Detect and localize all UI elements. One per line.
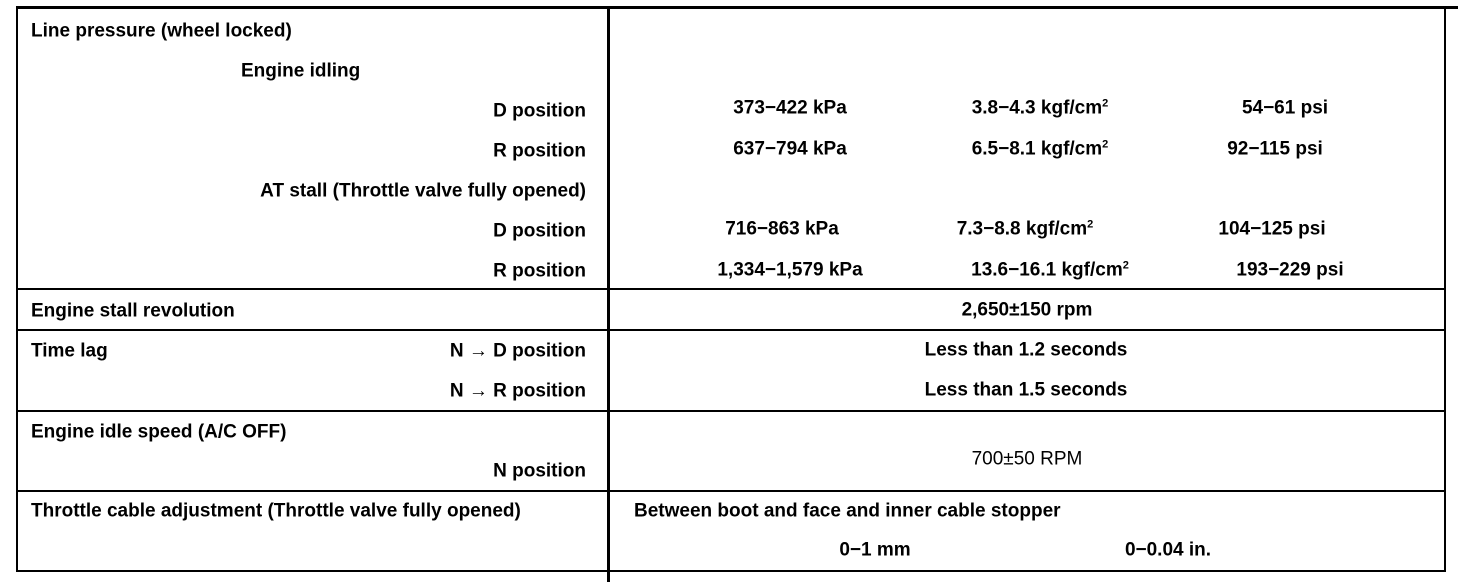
stall-r-kgf	[925, 261, 1175, 280]
table-left-border	[16, 6, 18, 572]
time-lag-label: Time lag	[31, 340, 108, 362]
idle-speed-n-position-label: N position	[493, 460, 586, 482]
time-lag-nr-value: Less than 1.5 seconds	[924, 379, 1128, 401]
idling-r-kgf	[920, 140, 1160, 159]
table-bottom-border	[16, 570, 1446, 572]
throttle-cable-in: 0−0.04 in.	[1124, 539, 1212, 561]
idling-d-kgf-value: 3.8−4.3 kgf/cm	[971, 97, 1103, 119]
stall-r-position-label: R position	[493, 260, 586, 282]
engine-idling-label: Engine idling	[241, 60, 361, 82]
row-divider-timelag	[16, 329, 1446, 331]
time-lag-nr-label: N → R position	[449, 380, 586, 402]
idle-speed-label: Engine idle speed (A/C OFF)	[31, 421, 287, 443]
throttle-cable-label: Throttle cable adjustment (Throttle valve fully opened)	[31, 500, 521, 522]
idling-r-psi: 92−115 psi	[1227, 138, 1323, 160]
idling-r-position-label: R position	[493, 140, 586, 162]
stall-r-kgf-sup: 2	[1122, 259, 1129, 272]
stall-r-psi: 193−229 psi	[1236, 259, 1344, 281]
row-divider-stall	[16, 288, 1446, 290]
stall-r-kpa: 1,334−1,579 kPa	[717, 259, 863, 281]
idling-r-kgf-value: 6.5−8.1 kgf/cm	[971, 138, 1103, 160]
throttle-cable-description: Between boot and face and inner cable stopper	[634, 500, 1061, 522]
idling-d-psi: 54−61 psi	[1241, 97, 1329, 119]
row-divider-idle	[16, 410, 1446, 412]
table-top-border	[16, 6, 1458, 9]
engine-stall-label: Engine stall revolution	[31, 300, 235, 322]
engine-stall-value: 2,650±150 rpm	[961, 299, 1093, 321]
stall-d-kgf-value: 7.3−8.8 kgf/cm	[956, 218, 1088, 240]
idling-d-position-label: D position	[493, 100, 586, 122]
throttle-cable-mm: 0−1 mm	[839, 539, 911, 561]
table-middle-divider	[607, 6, 610, 582]
stall-d-kgf	[905, 220, 1145, 239]
idling-r-kpa: 637−794 kPa	[733, 138, 847, 160]
at-stall-label: AT stall (Throttle valve fully opened)	[260, 180, 586, 202]
line-pressure-heading: Line pressure (wheel locked)	[31, 20, 292, 42]
idling-r-kgf-sup: 2	[1102, 138, 1109, 151]
time-lag-nd-value: Less than 1.2 seconds	[924, 339, 1128, 361]
stall-r-kgf-value: 13.6−16.1 kgf/cm	[971, 259, 1123, 281]
idle-speed-value: 700±50 RPM	[971, 448, 1083, 470]
idling-d-kgf	[920, 99, 1160, 118]
idling-d-kgf-sup: 2	[1102, 97, 1109, 110]
table-right-border	[1444, 6, 1446, 572]
time-lag-nd-label: N → D position	[449, 340, 586, 362]
stall-d-psi: 104−125 psi	[1218, 218, 1326, 240]
stall-d-kpa: 716−863 kPa	[725, 218, 839, 240]
row-divider-throttle	[16, 490, 1446, 492]
idling-d-kpa: 373−422 kPa	[733, 97, 847, 119]
stall-d-kgf-sup: 2	[1087, 218, 1094, 231]
stall-d-position-label: D position	[493, 220, 586, 242]
